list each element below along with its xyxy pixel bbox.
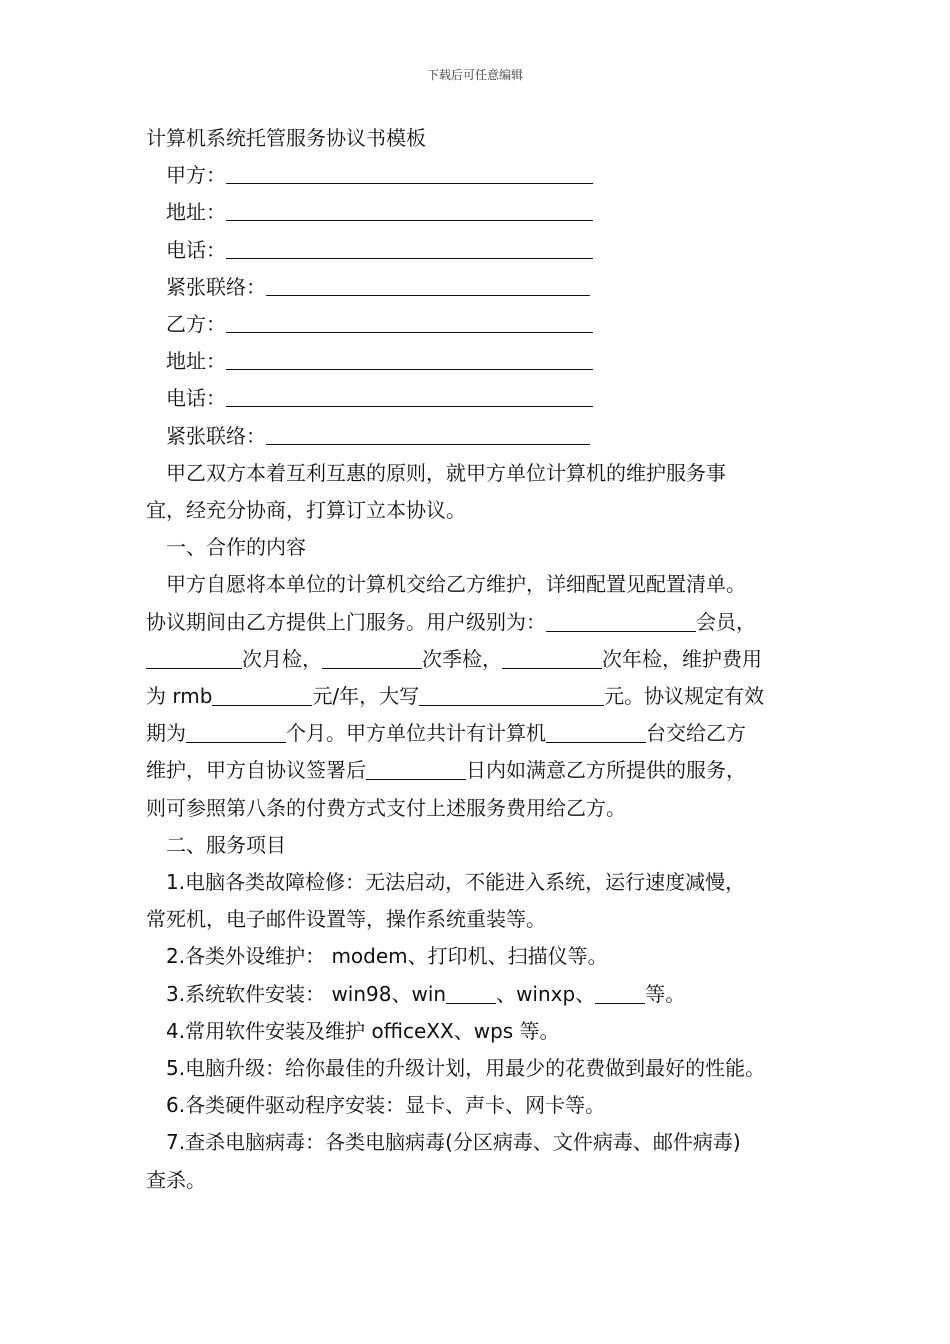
field-label: 甲方： bbox=[166, 163, 226, 188]
party-a-name-row bbox=[146, 157, 826, 194]
fill-blank[interactable] bbox=[595, 979, 645, 1004]
text: 元。协议规定有效 bbox=[604, 683, 765, 708]
service-item-3 bbox=[146, 976, 826, 1013]
text: 台交给乙方 bbox=[646, 721, 746, 746]
section1-line-6 bbox=[146, 752, 826, 789]
service-item-5: 5.电脑升级：给你最佳的升级计划，用最少的花费做到最好的性能。 bbox=[166, 1055, 766, 1080]
fill-blank[interactable] bbox=[419, 681, 604, 706]
section2-heading: 二、服务项目 bbox=[166, 832, 286, 857]
text: 会员， bbox=[696, 609, 756, 634]
service-item-2: 2.各类外设维护： modem、打印机、扫描仪等。 bbox=[166, 944, 608, 969]
intro-line-2: 宜，经充分协商，打算订立本协议。 bbox=[146, 497, 466, 522]
header-note: 下载后可任意编辑 bbox=[426, 68, 523, 82]
party-a-phone-row bbox=[146, 232, 826, 269]
text: 协议期间由乙方提供上门服务。用户级别为： bbox=[146, 609, 546, 634]
fill-blank[interactable] bbox=[366, 755, 466, 780]
section1-line-3 bbox=[146, 641, 826, 678]
text: 、winxp、 bbox=[496, 981, 596, 1006]
document-title: 计算机系统托管服务协议书模板 bbox=[146, 126, 426, 150]
fill-blank[interactable] bbox=[546, 607, 696, 632]
field-label: 乙方： bbox=[166, 311, 226, 336]
text: 为 rmb bbox=[146, 683, 213, 708]
field-label: 地址： bbox=[166, 200, 226, 225]
fill-blank[interactable] bbox=[226, 343, 593, 370]
party-b-phone-row bbox=[146, 380, 826, 417]
section1-line-5 bbox=[146, 715, 826, 752]
field-label: 紧张联络： bbox=[166, 423, 266, 448]
fill-blank[interactable] bbox=[186, 718, 286, 743]
text: 日内如满意乙方所提供的服务， bbox=[466, 758, 746, 783]
text: 次季检， bbox=[422, 646, 502, 671]
document-body bbox=[146, 120, 826, 1199]
text: 3.系统软件安装： win98、win bbox=[166, 981, 447, 1006]
intro-line-1: 甲乙双方本着互利互惠的原则，就甲方单位计算机的维护服务事 bbox=[166, 460, 726, 485]
fill-blank[interactable] bbox=[146, 644, 242, 669]
section1-line-2 bbox=[146, 604, 826, 641]
field-label: 电话： bbox=[166, 237, 226, 262]
service-item-1: 1.电脑各类故障检修：无法启动，不能进入系统，运行速度减慢， bbox=[166, 869, 746, 894]
section1-line-4 bbox=[146, 678, 826, 715]
section1-line-1: 甲方自愿将本单位的计算机交给乙方维护，详细配置见配置清单。 bbox=[166, 572, 746, 597]
fill-blank[interactable] bbox=[546, 718, 646, 743]
field-label: 电话： bbox=[166, 386, 226, 411]
fill-blank[interactable] bbox=[226, 232, 593, 259]
fill-blank[interactable] bbox=[502, 644, 602, 669]
service-item-7-cont: 查杀。 bbox=[146, 1167, 206, 1192]
service-item-1-cont: 常死机，电子邮件设置等，操作系统重装等。 bbox=[146, 907, 546, 932]
text: 次年检，维护费用 bbox=[602, 646, 762, 671]
fill-blank[interactable] bbox=[226, 194, 593, 221]
fill-blank[interactable] bbox=[212, 681, 312, 706]
text: 元/年，大写 bbox=[312, 683, 420, 708]
service-item-6: 6.各类硬件驱动程序安装：显卡、声卡、网卡等。 bbox=[166, 1093, 606, 1118]
party-a-contact-row bbox=[146, 269, 826, 306]
field-label: 地址： bbox=[166, 349, 226, 374]
text: 维护，甲方自协议签署后 bbox=[146, 758, 366, 783]
field-label: 紧张联络： bbox=[166, 274, 266, 299]
party-b-contact-row bbox=[146, 418, 826, 455]
text: 个月。甲方单位共计有计算机 bbox=[286, 721, 546, 746]
fill-blank[interactable] bbox=[446, 979, 496, 1004]
fill-blank[interactable] bbox=[322, 644, 422, 669]
section1-heading: 一、合作的内容 bbox=[166, 535, 306, 560]
fill-blank[interactable] bbox=[226, 306, 593, 333]
party-a-address-row bbox=[146, 194, 826, 231]
fill-blank[interactable] bbox=[266, 269, 590, 296]
service-item-7: 7.查杀电脑病毒：各类电脑病毒(分区病毒、文件病毒、邮件病毒) bbox=[166, 1130, 741, 1155]
party-b-address-row bbox=[146, 343, 826, 380]
fill-blank[interactable] bbox=[226, 157, 593, 184]
text: 等。 bbox=[645, 981, 686, 1006]
party-b-name-row bbox=[146, 306, 826, 343]
fill-blank[interactable] bbox=[226, 380, 593, 407]
service-item-4: 4.常用软件安装及维护 officeXX、wps 等。 bbox=[166, 1018, 560, 1043]
text: 期为 bbox=[146, 721, 186, 746]
fill-blank[interactable] bbox=[266, 418, 590, 445]
section1-line-7: 则可参照第八条的付费方式支付上述服务费用给乙方。 bbox=[146, 795, 626, 820]
text: 次月检， bbox=[242, 646, 322, 671]
